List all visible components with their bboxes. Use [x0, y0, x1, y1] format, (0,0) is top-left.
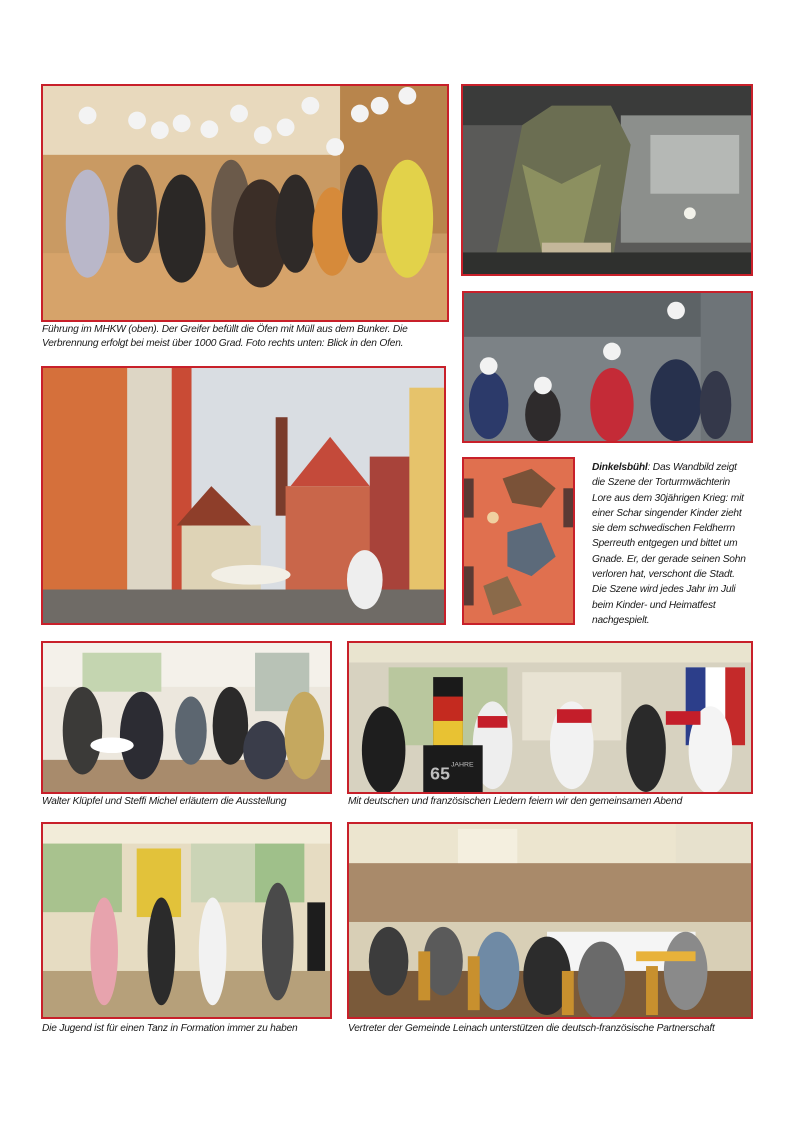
photo-furnace-view: [462, 291, 753, 443]
caption-lieder: Mit deutschen und französischen Liedern feiern wir den gemeinsamen Abend: [348, 796, 683, 807]
photo-wall-mural: [462, 457, 575, 625]
photo-youth-dance: [41, 822, 332, 1019]
photo-group-helmets: [41, 84, 449, 322]
podium-word: JAHRE: [450, 761, 474, 769]
caption-ausstellung: Walter Klüpfel und Steffi Michel erläutern die Ausstellung: [42, 796, 287, 807]
caption-dinkelsbuehl-text: : Das Wandbild zeigt die Szene der Torturmwächterin Lore aus dem 30jährigen Krieg: mit einer Schar singender Kinder zieht sie dem schwedischen Feldherrn Sperreuth entgegen und bittet um Gnade. Er, der gerade seinen Sohn verloren hat, verschont die Stadt. Die Szene wird jedes Jahr im Juli beim Kinder- und Heimatfest nachgespielt.: [592, 462, 746, 626]
photo-banquet: [347, 822, 753, 1019]
caption-dinkelsbuehl: [592, 460, 752, 628]
caption-jugend: Die Jugend ist für einen Tanz in Formation immer zu haben: [42, 1023, 298, 1034]
photo-grab-crane: [461, 84, 753, 276]
photo-exhibition: [41, 641, 332, 794]
caption-dinkelsbuehl-lead: Dinkelsbühl: [592, 462, 648, 473]
caption-mhkw: Führung im MHKW (oben). Der Greifer befüllt die Öfen mit Müll aus dem Bunker. Die Verbrennung erfolgt bei meist über 1000 Grad. Foto rechts unten: Blick in den Ofen.: [42, 324, 408, 349]
caption-gemeinde: Vertreter der Gemeinde Leinach unterstützen die deutsch-französische Partnerschaft: [348, 1023, 715, 1034]
photo-singing: [347, 641, 753, 794]
photo-dinkelsbuehl-street: [41, 366, 446, 625]
podium-number: 65: [430, 763, 450, 784]
